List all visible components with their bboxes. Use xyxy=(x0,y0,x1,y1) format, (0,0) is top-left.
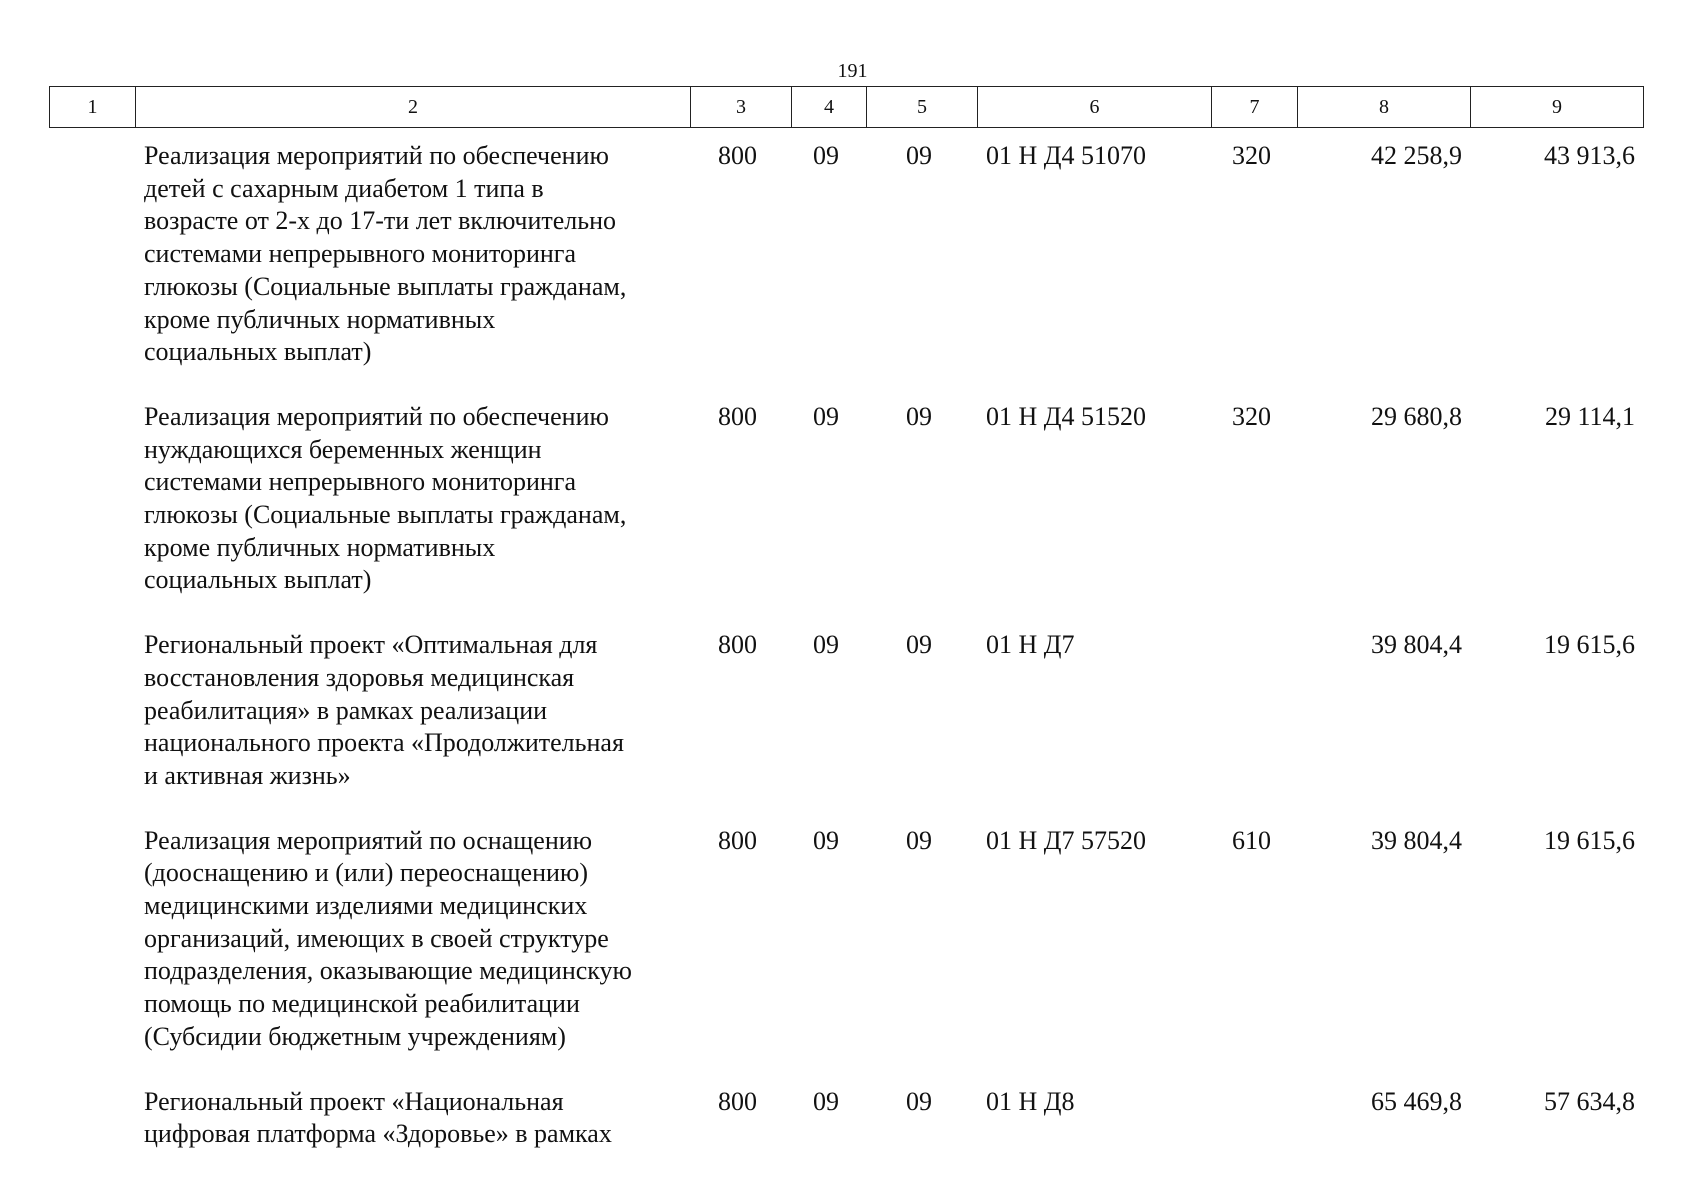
row-name-cell xyxy=(135,389,690,617)
row-column-6-cell: 01 Н Д8 xyxy=(986,1086,1075,1116)
row-number-cell xyxy=(49,617,135,813)
row-name-line: системами непрерывного мониторинга xyxy=(144,239,576,269)
row-column-5-cell: 09 xyxy=(906,141,932,170)
row-name-line: кроме публичных нормативных xyxy=(144,532,496,562)
row-name-line: Реализация мероприятий по обеспечению xyxy=(144,141,609,170)
row-name-line: системами непрерывного мониторинга xyxy=(144,467,576,497)
budget-table-body xyxy=(49,128,1643,1171)
budget-table xyxy=(49,128,1643,1171)
row-column-3-cell: 800 xyxy=(718,141,757,170)
column-header-7: 7 xyxy=(1212,87,1298,128)
row-name-line: кроме публичных нормативных xyxy=(144,304,496,334)
row-name-line: (дооснащению и (или) переоснащению) xyxy=(144,858,588,888)
row-name-line: медицинскими изделиями медицинских xyxy=(144,891,588,921)
row-column-8-cell: 39 804,4 xyxy=(1371,630,1462,660)
column-header-table xyxy=(49,86,1644,128)
row-name-line: социальных выплат) xyxy=(144,565,372,595)
row-column-6-cell: 01 Н Д4 51070 xyxy=(986,141,1147,170)
row-column-9-cell: 19 615,6 xyxy=(1544,630,1635,660)
column-header-2: 2 xyxy=(136,87,691,128)
row-column-9-cell: 19 615,6 xyxy=(1544,825,1635,855)
row-column-4-cell: 09 xyxy=(813,630,839,660)
row-number-cell xyxy=(49,389,135,617)
row-name-cell xyxy=(135,128,690,389)
row-name-line: глюкозы (Социальные выплаты гражданам, xyxy=(144,271,627,301)
row-column-6-cell: 01 Н Д7 57520 xyxy=(986,825,1147,855)
row-column-8-cell: 42 258,9 xyxy=(1371,141,1462,170)
row-column-7-cell: 320 xyxy=(1232,141,1271,170)
row-name-line: восстановления здоровья медицинская xyxy=(144,662,575,692)
row-name-line: нуждающихся беременных женщин xyxy=(144,434,542,464)
row-column-5-cell: 09 xyxy=(906,630,932,660)
row-column-4-cell: 09 xyxy=(813,825,839,855)
row-column-9-cell: 29 114,1 xyxy=(1544,401,1635,431)
row-number-cell xyxy=(49,1074,135,1171)
row-name-line: Региональный проект «Оптимальная для xyxy=(144,630,598,660)
row-name-line: подразделения, оказывающие медицинскую xyxy=(144,956,632,986)
row-column-4-cell: 09 xyxy=(813,141,839,170)
row-column-3-cell: 800 xyxy=(718,630,757,660)
row-column-7-cell xyxy=(1211,617,1297,813)
row-name-line: национального проекта «Продолжительная xyxy=(144,728,624,758)
row-name-line: (Субсидии бюджетным учреждениям) xyxy=(144,1021,566,1051)
table-row xyxy=(49,128,1643,389)
row-column-5-cell: 09 xyxy=(906,1086,932,1116)
row-name-line: помощь по медицинской реабилитации xyxy=(144,989,580,1019)
table-row xyxy=(49,813,1643,1074)
row-name-line: организаций, имеющих в своей структуре xyxy=(144,923,609,953)
table-row xyxy=(49,1074,1643,1171)
row-number-cell xyxy=(49,813,135,1074)
column-number-row xyxy=(50,87,1644,128)
row-column-8-cell: 65 469,8 xyxy=(1371,1086,1462,1116)
row-name-line: возрасте от 2-х до 17-ти лет включительно xyxy=(144,206,617,236)
row-name-line: глюкозы (Социальные выплаты гражданам, xyxy=(144,500,627,530)
row-name-line: реабилитация» в рамках реализации xyxy=(144,695,548,725)
row-column-6-cell: 01 Н Д7 xyxy=(986,630,1075,660)
row-column-7-cell: 610 xyxy=(1232,825,1271,855)
column-header-3: 3 xyxy=(691,87,792,128)
column-header-6: 6 xyxy=(978,87,1212,128)
row-name-line: Региональный проект «Национальная xyxy=(144,1086,564,1116)
row-name-line: социальных выплат) xyxy=(144,337,372,367)
column-header-9: 9 xyxy=(1471,87,1644,128)
row-column-9-cell: 57 634,8 xyxy=(1544,1086,1635,1116)
row-column-8-cell: 29 680,8 xyxy=(1371,401,1462,431)
row-name-line: и активная жизнь» xyxy=(144,760,351,790)
row-column-9-cell: 43 913,6 xyxy=(1544,141,1635,170)
table-row xyxy=(49,617,1643,813)
row-column-7-cell: 320 xyxy=(1232,401,1271,431)
row-name-line: Реализация мероприятий по обеспечению xyxy=(144,401,609,431)
row-column-3-cell: 800 xyxy=(718,825,757,855)
row-name-cell xyxy=(135,813,690,1074)
row-name-line: Реализация мероприятий по оснащению xyxy=(144,825,593,855)
column-header-1: 1 xyxy=(50,87,136,128)
column-header-4: 4 xyxy=(792,87,867,128)
row-name-line: детей с сахарным диабетом 1 типа в xyxy=(144,173,544,203)
row-name-cell xyxy=(135,1074,690,1171)
page-number: 191 xyxy=(837,60,868,82)
row-column-3-cell: 800 xyxy=(718,1086,757,1116)
row-name-cell xyxy=(135,617,690,813)
row-column-3-cell: 800 xyxy=(718,401,757,431)
row-column-6-cell: 01 Н Д4 51520 xyxy=(986,401,1147,431)
row-column-4-cell: 09 xyxy=(813,401,839,431)
column-header-5: 5 xyxy=(867,87,978,128)
row-column-4-cell: 09 xyxy=(813,1086,839,1116)
row-column-5-cell: 09 xyxy=(906,825,932,855)
row-number-cell xyxy=(49,128,135,389)
row-name-line: цифровая платформа «Здоровье» в рамках xyxy=(144,1119,612,1149)
row-column-8-cell: 39 804,4 xyxy=(1371,825,1462,855)
row-column-7-cell xyxy=(1211,1074,1297,1171)
row-column-5-cell: 09 xyxy=(906,401,932,431)
column-header-8: 8 xyxy=(1298,87,1471,128)
table-row xyxy=(49,389,1643,617)
